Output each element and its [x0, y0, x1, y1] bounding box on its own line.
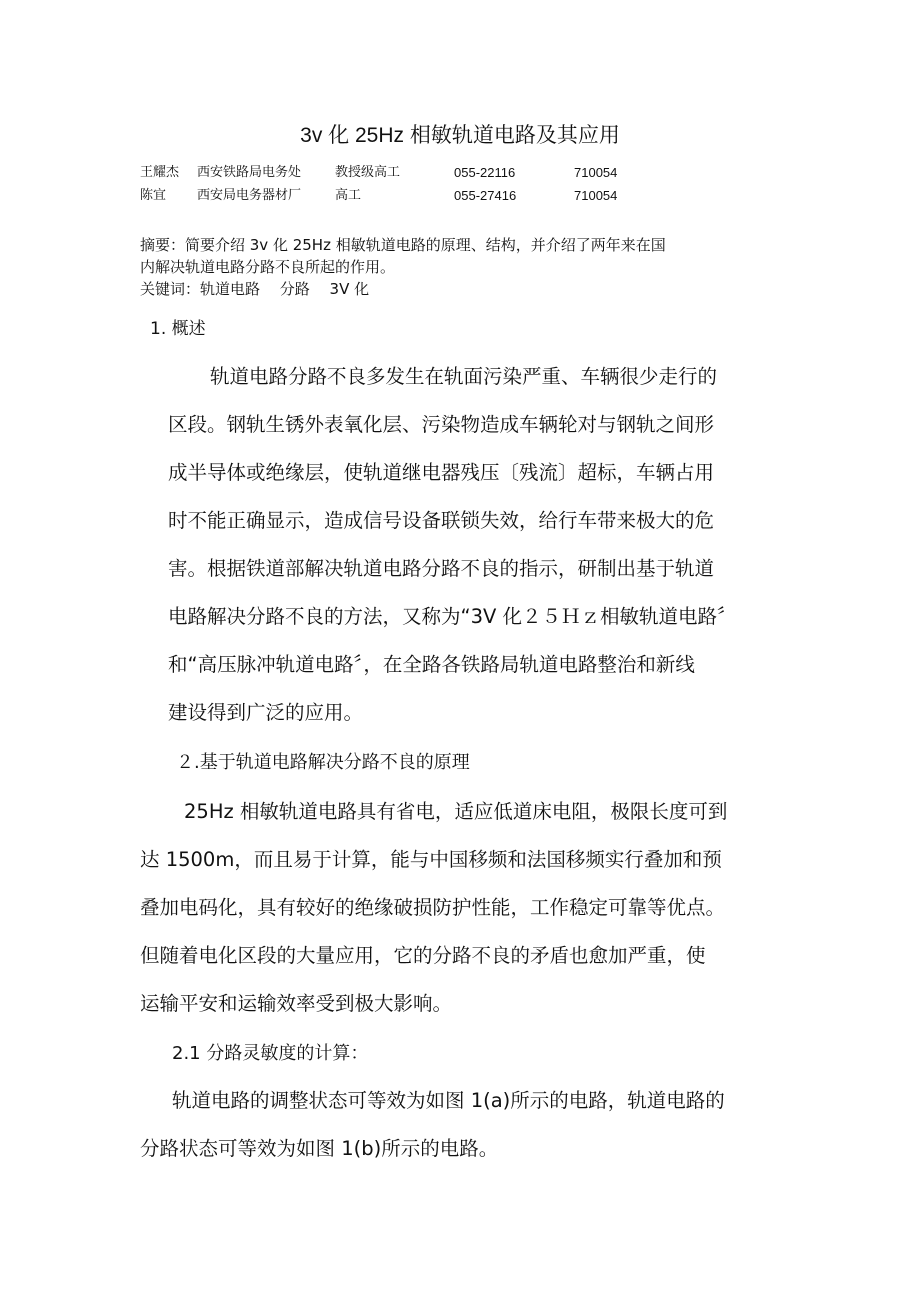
paragraph-line: 但随着电化区段的大量应用，它的分路不良的矛盾也愈加严重，使	[140, 944, 706, 967]
paragraph-line: 轨道电路分路不良多发生在轨面污染严重、车辆很少走行的	[210, 365, 718, 388]
paragraph-line: 25Hz 相敏轨道电路具有省电，适应低道床电阻，极限长度可到	[184, 800, 728, 823]
paragraph-line: 时不能正确显示，造成信号设备联锁失效，给行车带来极大的危	[168, 509, 715, 532]
abstract-line: 摘要：简要介绍 3v 化 25Hz 相敏轨道电路的原理、结构，并介绍了两年来在国	[140, 236, 666, 254]
author-zip: 710054	[574, 188, 618, 203]
paragraph-line: 分路状态可等效为如图 1(b)所示的电路。	[140, 1137, 499, 1160]
author-phone: 055-22116	[454, 165, 516, 180]
abstract-line: 内解决轨道电路分路不良所起的作用。	[140, 258, 396, 276]
author-position: 高工	[335, 188, 362, 203]
paragraph-line: 成半导体或绝缘层，使轨道继电器残压〔残流〕超标，车辆占用	[168, 461, 715, 484]
paragraph-line: 达 1500m，而且易于计算，能与中国移频和法国移频实行叠加和预	[140, 848, 722, 871]
keywords: 关键词：轨道电路 分路 3V 化	[140, 280, 370, 298]
paragraph-line: 叠加电码化，具有较好的绝缘破损防护性能，工作稳定可靠等优点。	[140, 896, 726, 919]
author-organization: 西安局电务器材厂	[197, 188, 302, 203]
paragraph-line: 区段。钢轨生锈外表氧化层、污染物造成车辆轮对与钢轨之间形	[168, 413, 715, 436]
paragraph-line: 和“高压脉冲轨道电路〞，在全路各铁路局轨道电路整治和新线	[168, 653, 695, 676]
section-2-1-heading: 2.1 分路灵敏度的计算：	[172, 1043, 369, 1064]
author-organization: 西安铁路局电务处	[197, 165, 302, 180]
paragraph-line: 电路解决分路不良的方法，又称为“3V 化２５Ｈｚ相敏轨道电路〞	[168, 605, 737, 628]
author-position: 教授级高工	[335, 165, 401, 180]
document-title: 3v 化 25Hz 相敏轨道电路及其应用	[300, 124, 620, 147]
author-name: 王耀杰	[140, 165, 180, 180]
section-1-heading: 1. 概述	[150, 319, 206, 339]
author-zip: 710054	[574, 165, 618, 180]
paragraph-line: 害。根据铁道部解决轨道电路分路不良的指示，研制出基于轨道	[168, 557, 715, 580]
paragraph-line: 运输平安和运输效率受到极大影响。	[140, 992, 453, 1015]
paragraph-line: 建设得到广泛的应用。	[168, 701, 364, 724]
section-2-heading: ２.基于轨道电路解决分路不良的原理	[176, 752, 470, 773]
author-name: 陈宜	[140, 188, 167, 203]
author-phone: 055-27416	[454, 188, 517, 203]
abstract	[140, 234, 780, 300]
paragraph-line: 轨道电路的调整状态可等效为如图 1(a)所示的电路，轨道电路的	[172, 1089, 725, 1112]
